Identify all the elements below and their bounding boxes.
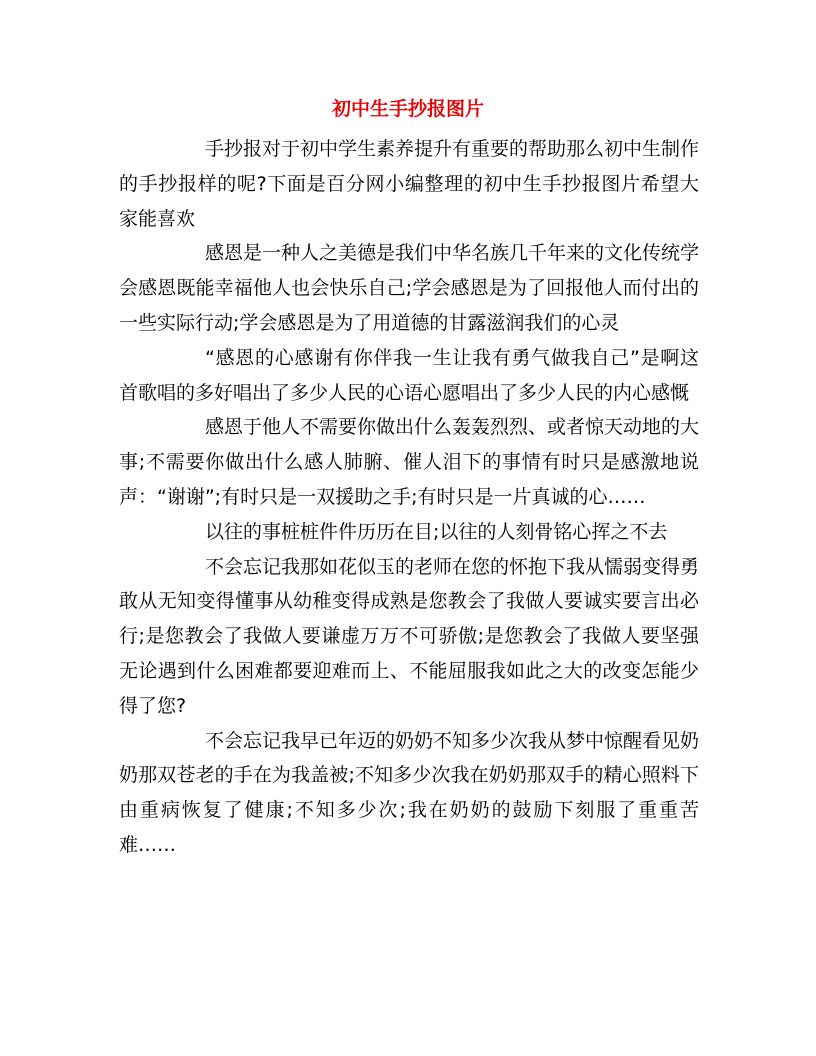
paragraph: 以往的事桩桩件件历历在目;以往的人刻骨铭心挥之不去: [205, 520, 668, 543]
paragraph: 手抄报对于初中学生素养提升有重要的帮助那么初中生制作的手抄报样的呢?下面是百分网小编整理的初中生手抄报图片希望大家能喜欢: [119, 138, 700, 230]
document-title: 初中生手抄报图片: [331, 98, 484, 120]
paragraph: 不会忘记我早已年迈的奶奶不知多少次我从梦中惊醒看见奶奶那双苍老的手在为我盖被;不知多少次我在奶奶那双手的精心照料下由重病恢复了健康;不知多少次;我在奶奶的鼓励下刻服了重重苦难……: [119, 729, 700, 856]
paragraph: 感恩是一种人之美德是我们中华名族几千年来的文化传统学会感恩既能幸福他人也会快乐自己;学会感恩是为了回报他人而付出的一些实际行动;学会感恩是为了用道德的甘露滋润我们的心灵: [119, 242, 700, 334]
document-body: [119, 132, 699, 863]
paragraph: “感恩的心感谢有你伴我一生让我有勇气做我自己”是啊这首歌唱的多好唱出了多少人民的心语心愿唱出了多少人民的内心感慨: [119, 346, 699, 404]
paragraph: 感恩于他人不需要你做出什么轰轰烈烈、或者惊天动地的大事;不需要你做出什么感人肺腑、催人泪下的事情有时只是感激地说声：“谢谢”;有时只是一双援助之手;有时只是一片真诚的心……: [119, 416, 700, 508]
paragraph: 不会忘记我那如花似玉的老师在您的怀抱下我从懦弱变得勇敢从无知变得懂事从幼稚变得成熟是您教会了我做人要诚实要言出必行;是您教会了我做人要谦虚万万不可骄傲;是您教会了我做人要坚强无论遇到什么困难都要迎难而上、不能屈服我如此之大的改变怎能少得了您?: [119, 555, 700, 717]
